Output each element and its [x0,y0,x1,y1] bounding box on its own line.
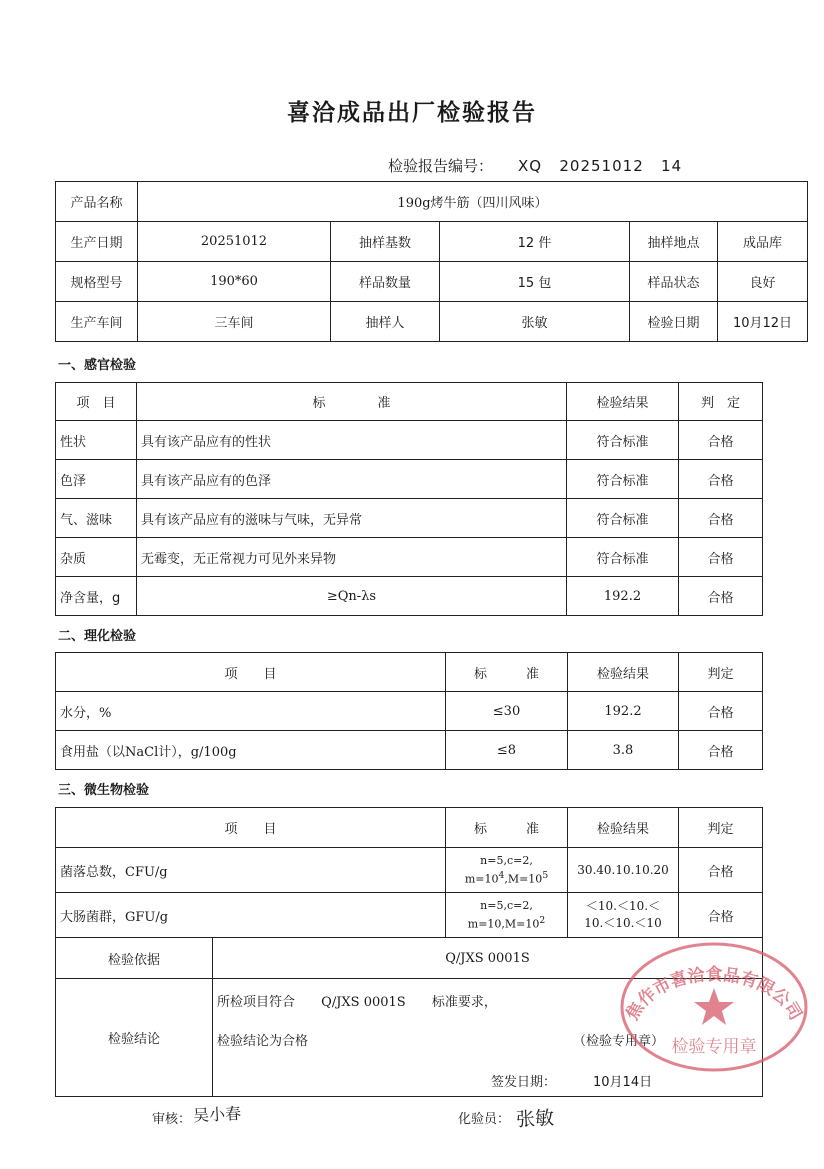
seal-purpose-text: 检验专用章 [671,1037,757,1057]
micro-standard-M-exp: 5 [542,870,549,882]
sample-base-value: 12 件 [440,222,630,262]
micro-header-result: 检验结果 [568,808,679,848]
sensory-standard: 具有该产品应有的性状 [137,421,567,460]
physchem-header-item: 项 目 [56,653,446,692]
table-row [56,499,763,538]
physchem-item: 水分，% [56,692,446,731]
micro-standard-m-exp: 2 [539,915,546,927]
sensory-standard: 具有该产品应有的色泽 [137,460,567,499]
workshop-value: 三车间 [138,302,331,342]
issue-date-label: 签发日期： [491,1075,557,1090]
inspect-date-label: 检验日期 [630,302,718,342]
sensory-item: 性状 [56,421,137,460]
sampler-label: 抽样人 [331,302,440,342]
physchem-standard: ≤30 [446,692,568,731]
prod-date-value: 20251012 [138,222,331,262]
basis-value: Q/JXS 0001S [213,938,763,979]
micro-result-line1: ＜10.＜10.＜ [585,899,661,913]
physchem-judge: 合格 [679,731,763,770]
sensory-result: 符合标准 [567,421,679,460]
sensory-item: 净含量，g [56,577,137,616]
table-row [56,421,763,460]
conclusion-body [213,979,763,1097]
physchem-result: 3.8 [568,731,679,770]
sensory-result: 符合标准 [567,538,679,577]
table-row [56,538,763,577]
issue-date-value: 10月14日 [593,1075,653,1090]
micro-result: 30.40.10.10.20 [568,848,679,893]
micro-header-standard: 标 准 [446,808,568,848]
sample-state-label: 样品状态 [630,262,718,302]
report-number-label: 检验报告编号： [388,157,494,175]
reviewer-signature: 吴小春 [192,1103,242,1126]
sensory-judge: 合格 [679,538,763,577]
micro-standard-line1: n=5,c=2, [480,854,533,868]
seal-company-text: 焦作市喜洽食品有限公司 [622,964,806,1024]
micro-item: 菌落总数，CFU/g [56,848,446,893]
micro-standard-m: m=10,M=10 [467,917,540,931]
prod-date-label: 生产日期 [56,222,138,262]
spec-value: 190*60 [138,262,331,302]
physchem-header-standard: 标 准 [446,653,568,692]
inspect-date-value: 10月12日 [718,302,808,342]
sensory-standard: ≥Qn-λs [137,577,567,616]
sensory-header-standard: 标 准 [137,383,567,421]
sensory-standard: 无霉变，无正常视力可见外来异物 [137,538,567,577]
sensory-header-item: 项 目 [56,383,137,421]
micro-judge: 合格 [679,893,763,938]
sensory-judge: 合格 [679,460,763,499]
physchem-table [55,652,763,770]
conclusion-line1-b: Q/JXS 0001S [321,995,406,1010]
table-row [56,460,763,499]
micro-result-line2: 10.＜10.＜10 [584,916,662,930]
physchem-judge: 合格 [679,692,763,731]
physchem-header-result: 检验结果 [568,653,679,692]
sensory-result: 符合标准 [567,460,679,499]
micro-heading: 三、微生物检验 [58,783,150,798]
micro-result [568,893,679,938]
table-row [56,848,763,893]
workshop-label: 生产车间 [56,302,138,342]
sampler-value: 张敏 [440,302,630,342]
physchem-header-judge: 判定 [679,653,763,692]
table-row [56,893,763,938]
sensory-standard: 具有该产品应有的滋味与气味，无异常 [137,499,567,538]
micro-standard [446,848,568,893]
sample-base-label: 抽样基数 [331,222,440,262]
reviewer-label: 审核： [152,1112,192,1127]
table-row [56,577,763,616]
report-title: 喜洽成品出厂检验报告 [287,100,537,126]
report-number-value: XQ 20251012 14 [518,157,683,175]
micro-standard-m-exp: 4 [498,870,505,882]
micro-standard-M: ,M=10 [504,872,543,886]
sample-state-value: 良好 [718,262,808,302]
conclusion-line2: 检验结论为合格 [217,1034,309,1049]
conclusion-table [55,937,763,1097]
inspector-signature: 张敏 [515,1107,555,1131]
micro-item: 大肠菌群，GFU/g [56,893,446,938]
sample-place-label: 抽样地点 [630,222,718,262]
micro-standard [446,893,568,938]
sample-qty-value: 15 包 [440,262,630,302]
sensory-item: 杂质 [56,538,137,577]
sensory-result: 192.2 [567,577,679,616]
report-number [388,155,682,176]
sensory-judge: 合格 [679,499,763,538]
micro-standard-m: m=10 [464,872,499,886]
conclusion-line1-a: 所检项目符合 [217,995,296,1010]
sensory-judge: 合格 [679,577,763,616]
sensory-header-result: 检验结果 [567,383,679,421]
micro-header-judge: 判定 [679,808,763,848]
micro-header-item: 项 目 [56,808,446,848]
spec-label: 规格型号 [56,262,138,302]
micro-standard-line2 [450,913,563,932]
physchem-result: 192.2 [568,692,679,731]
sensory-item: 气、滋味 [56,499,137,538]
conclusion-line1-c: 标准要求， [431,995,497,1010]
physchem-heading: 二、理化检验 [58,629,137,644]
inspector-label: 化验员： [458,1112,511,1127]
micro-standard-line2 [450,868,563,887]
sample-place-value: 成品库 [718,222,808,262]
micro-standard-line1: n=5,c=2, [480,899,533,913]
sensory-header-judge: 判 定 [679,383,763,421]
table-row [56,731,763,770]
table-row [56,692,763,731]
conclusion-label: 检验结论 [56,979,213,1097]
product-name-value: 190g烤牛筋（四川风味） [138,182,808,222]
physchem-standard: ≤8 [446,731,568,770]
product-info-table [55,181,808,342]
sensory-heading: 一、感官检验 [58,358,137,373]
micro-table [55,807,763,938]
sensory-result: 符合标准 [567,499,679,538]
conclusion-line1 [217,991,497,1010]
product-name-label: 产品名称 [56,182,138,222]
sensory-table [55,382,763,616]
physchem-item: 食用盐（以NaCl计），g/100g [56,731,446,770]
sample-qty-label: 样品数量 [331,262,440,302]
basis-label: 检验依据 [56,938,213,979]
seal-note: （检验专用章） [573,1034,665,1049]
sensory-item: 色泽 [56,460,137,499]
sensory-judge: 合格 [679,421,763,460]
micro-judge: 合格 [679,848,763,893]
